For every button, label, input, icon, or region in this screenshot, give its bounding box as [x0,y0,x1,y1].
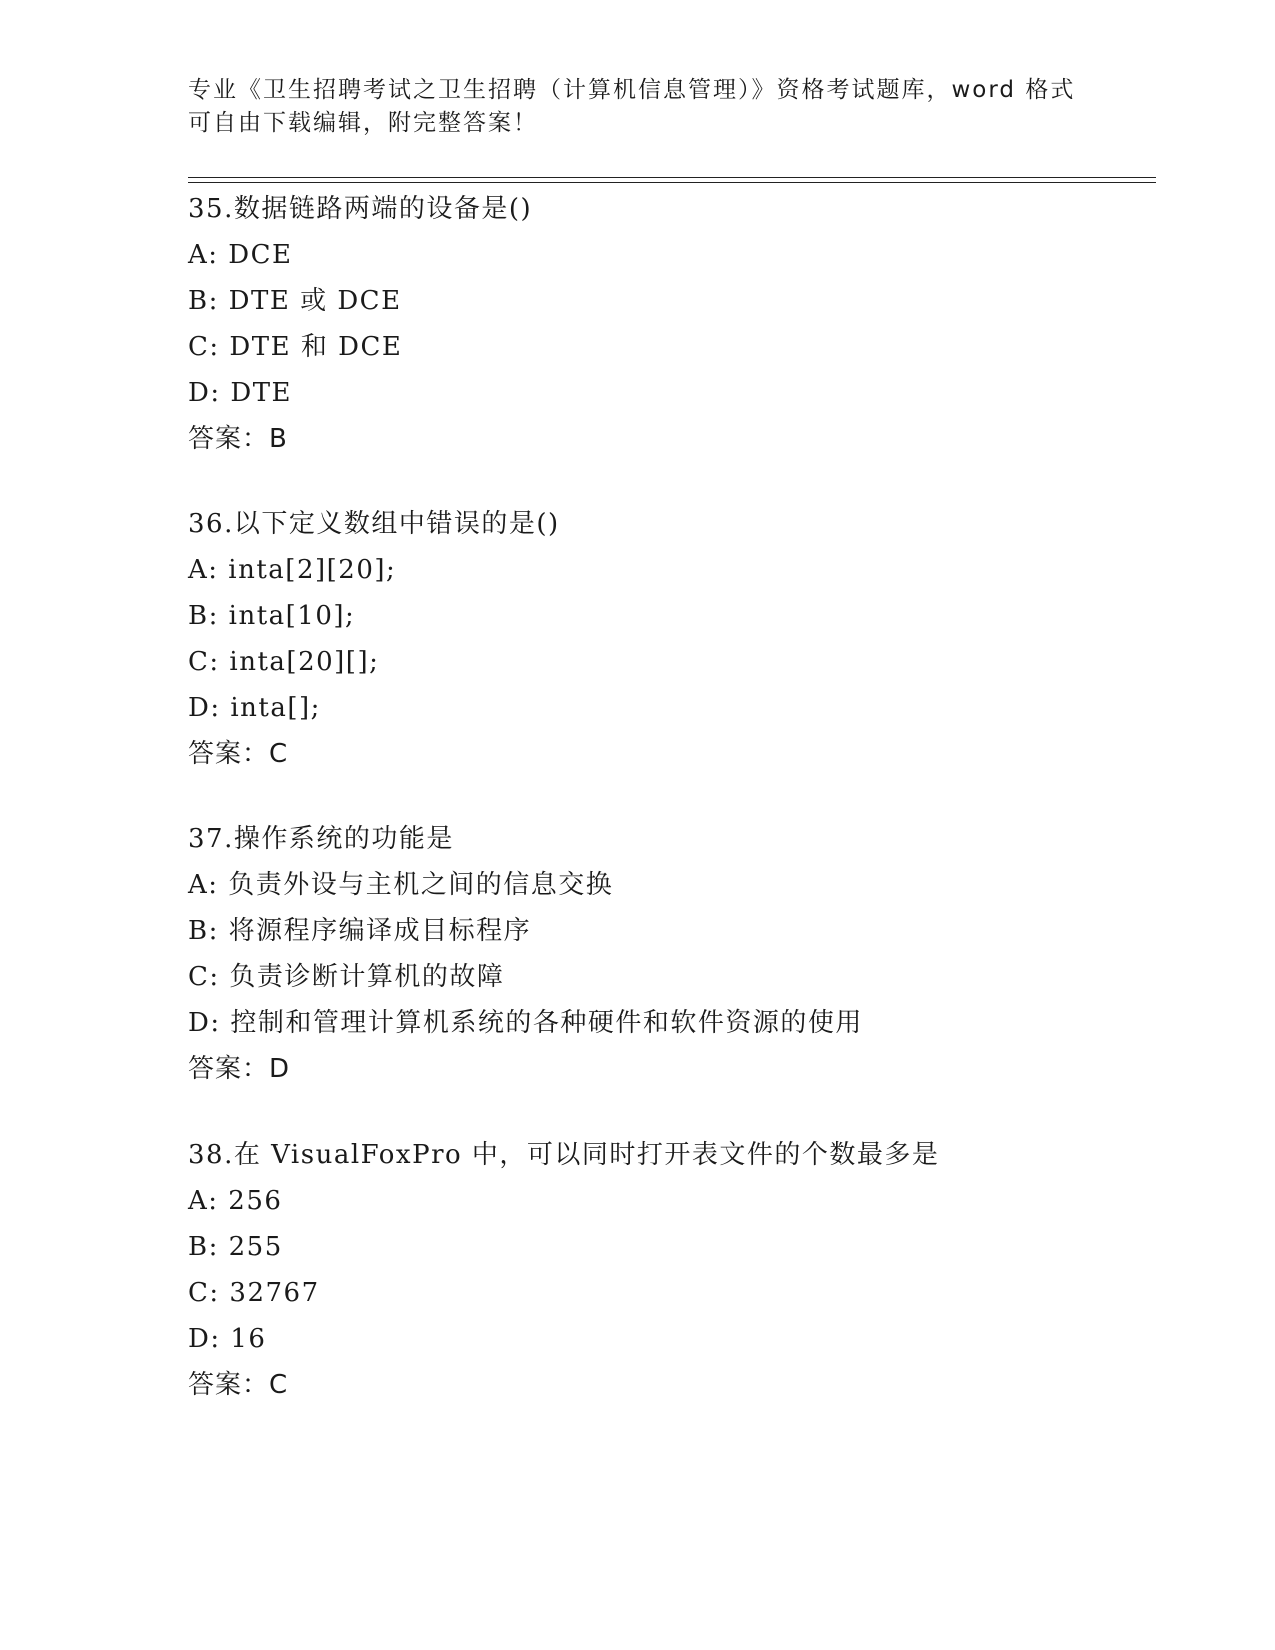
option-b: B: DTE 或 DCE [188,286,402,316]
option-b: B: 255 [188,1232,283,1262]
answer-line: 答案：C [188,739,289,769]
header-divider-bottom [188,182,1156,183]
option-c: C: 32767 [188,1278,320,1308]
option-a: A: inta[2][20]; [188,555,397,585]
option-b: B: 将源程序编译成目标程序 [188,916,532,946]
header-divider-top [188,177,1156,178]
option-c: C: inta[20][]; [188,647,380,677]
document-header [188,74,1088,140]
answer-line: 答案：D [188,1054,291,1084]
header-line-2: 可自由下载编辑，附完整答案！ [188,110,538,136]
question-stem: 38.在 VisualFoxPro 中，可以同时打开表文件的个数最多是 [188,1140,940,1170]
question-block [188,501,1148,777]
option-c: C: 负责诊断计算机的故障 [188,962,505,992]
option-c: C: DTE 和 DCE [188,332,403,362]
question-stem: 35.数据链路两端的设备是() [188,194,533,224]
question-stem: 37.操作系统的功能是 [188,824,454,854]
answer-line: 答案：C [188,1370,289,1400]
answer-line: 答案：B [188,424,288,454]
option-a: A: 负责外设与主机之间的信息交换 [188,870,614,900]
option-d: D: inta[]; [188,693,321,723]
option-d: D: DTE [188,378,293,408]
header-line-1: 专业《卫生招聘考试之卫生招聘（计算机信息管理）》资格考试题库，word 格式 [188,77,1076,103]
option-a: A: 256 [188,1186,283,1216]
option-d: D: 控制和管理计算机系统的各种硬件和软件资源的使用 [188,1008,863,1038]
option-d: D: 16 [188,1324,267,1354]
question-block [188,186,1148,462]
question-stem: 36.以下定义数组中错误的是() [188,509,560,539]
option-a: A: DCE [188,240,293,270]
question-block [188,1132,1148,1408]
option-b: B: inta[10]; [188,601,356,631]
question-block [188,816,1148,1092]
